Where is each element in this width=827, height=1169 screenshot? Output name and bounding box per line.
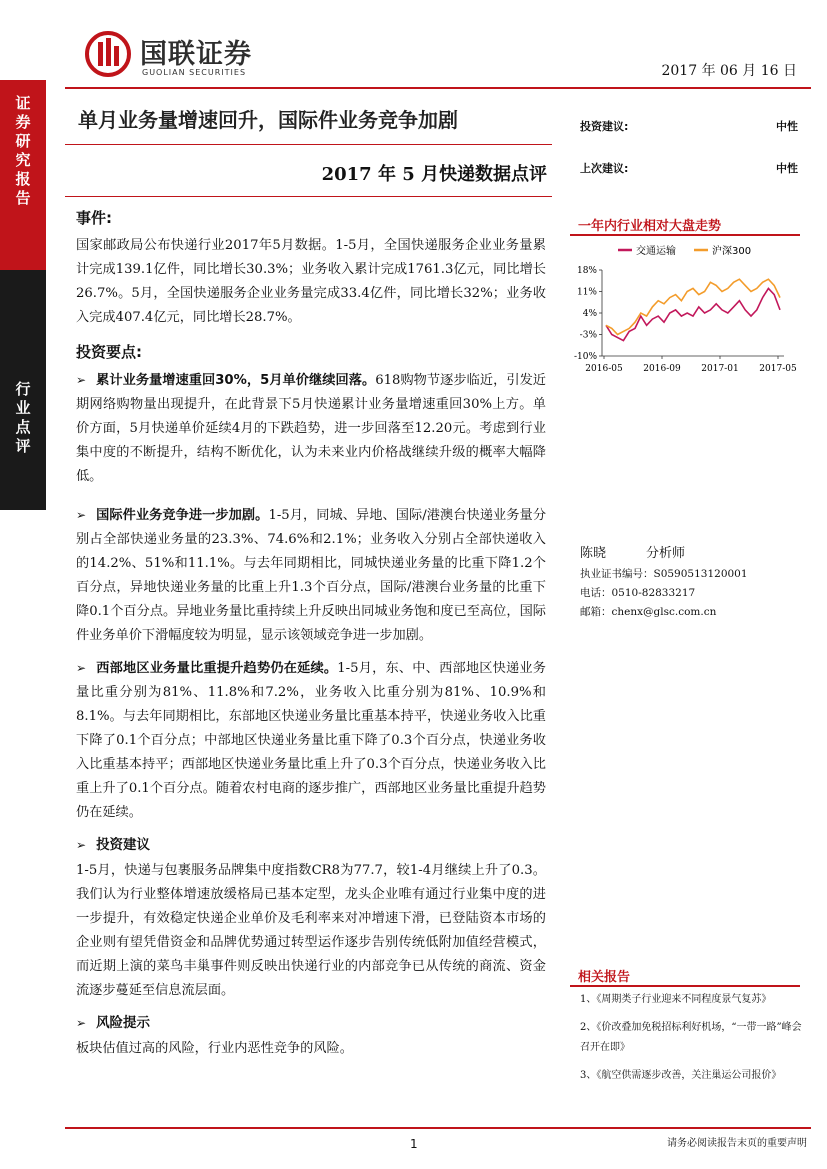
report-date: 2017 年 06 月 16 日 xyxy=(661,63,797,79)
strip-char: 评 xyxy=(15,437,31,455)
strip-char: 行 xyxy=(15,380,31,398)
arrow-bullet-icon: ➢ xyxy=(76,838,87,852)
page-number: 1 xyxy=(410,1137,418,1151)
chart-y-tick-label: 4% xyxy=(582,309,597,319)
rating-current-value: 中性 xyxy=(776,120,798,133)
report-main-title: 单月业务量增速回升，国际件业务竞争加剧 xyxy=(78,108,458,132)
risk-heading-text: 风险提示 xyxy=(96,1015,151,1031)
related-report-link[interactable]: 1、《周期类子行业迎来不同程度景气复苏》 xyxy=(580,994,772,1005)
company-logo xyxy=(84,30,304,82)
chart-title-divider xyxy=(570,234,800,236)
event-text: 国家邮政局公布快递行业2017年5月数据。1-5月，全国快递服务企业业务量累计完成139.1亿件，同比增长30.3%；业务收入累计完成1761.3亿元，同比增长26.7%。5月，全国快递服务企业业务量完成33.4亿件，同比增长32%；业务收入完成407.4亿元，同比增长28.7%。 xyxy=(76,238,546,325)
chart-series-line xyxy=(606,288,780,340)
related-report-link[interactable]: 3、《航空供需逐步改善，关注巢运公司报价》 xyxy=(580,1070,782,1081)
strip-char: 告 xyxy=(15,189,31,207)
guolian-logo-icon xyxy=(84,30,132,78)
advice-text: 1-5月，快递与包裹服务品牌集中度指数CR8为77.7，较1-4月继续上升了0.3。我们认为行业整体增速放缓格局已基本定型，龙头企业唯有通过行业集中度的进一步提升，有效稳定快递企业单价及毛利率来对冲增速下滑，已登陆资本市场的企业则有望凭借资金和品牌优势通过转型运作逐步告别传统低附加值经营模式，而近期上演的菜鸟丰巢事件则反映出快递行业的内部竞争已从传统的商流、资金流逐步蔓延至信息流层面。 xyxy=(76,863,546,998)
arrow-bullet-icon: ➢ xyxy=(76,661,87,675)
advice-heading xyxy=(76,833,546,857)
analyst-name: 陈晓 xyxy=(580,546,607,561)
related-report-link[interactable]: 2、《价改叠加免税招标利好机场，“一带一路”峰会召开在即》 xyxy=(580,1022,802,1053)
strip-char: 业 xyxy=(15,399,31,417)
point-text: 1-5月，东、中、西部地区快递业务量比重分别为81%、11.8%和7.2%，业务收入比重分别为81%、10.9%和8.1%。与去年同期相比，东部地区快递业务量比重基本持平，快递业务收入比重下降了0.1个百分点；中部地区快递业务量比重下降了0.3个百分点，快递业务收入比重基本持平；西部地区快递业务量比重上升了0.3个百分点，快递业务收入比重上升了0.1个百分点。随着农村电商的逐步推广，西部地区业务量比重提升趋势仍在延续。 xyxy=(76,661,546,820)
point-text: 1-5月，同城、异地、国际/港澳台快递业务量分别占全部快递业务量的23.3%、74.6%和2.1%；业务收入分别占全部快递收入的14.2%、51%和11.1%。与去年同期相比，同城快递业务量的比重下降1.2个百分点，异地快递业务量的比重上升1.3个百分点，国际/港澳台业务量的比重下降0.1个百分点。异地业务量比重持续上升反映出同城业务饱和度已至高位，国际件业务单价下滑幅度较为明显，显示该领域竞争进一步加剧。 xyxy=(76,508,547,643)
chart-title: 一年内行业相对大盘走势 xyxy=(578,219,722,234)
point-lead: 国际件业务竞争进一步加剧。 xyxy=(96,508,269,523)
logo-text-cn: 国联证券 xyxy=(140,39,252,70)
related-divider xyxy=(570,985,800,987)
relative-performance-chart xyxy=(566,238,806,388)
advice-heading-text: 投资建议 xyxy=(96,837,151,853)
strip-report-type xyxy=(0,80,46,270)
analyst-info xyxy=(580,544,800,622)
report-sub-title: 2017 年 5 月快递数据点评 xyxy=(321,164,547,185)
point-text: 618购物节逐步临近，引发近期网络购物量出现提升，在此背景下5月快递累计业务量增速重回30%上方。单价方面，5月快递单价延续4月的下跌趋势，进一步回落至12.20元。考虑到行业集中度的不断提升，结构不断优化，认为未来业内价格战继续升级的概率大幅降低。 xyxy=(76,373,546,484)
analyst-name-line xyxy=(580,544,800,563)
strip-char: 券 xyxy=(15,113,31,131)
chart-x-tick-label: 2016-05 xyxy=(585,364,623,374)
strip-report-category xyxy=(0,370,46,470)
analyst-cert: 执业证书编号：S0590513120001 xyxy=(580,568,748,580)
rating-previous xyxy=(580,160,800,176)
rating-current-label: 投资建议: xyxy=(580,120,629,133)
event-heading: 事件: xyxy=(76,209,112,227)
report-body xyxy=(76,206,546,1069)
chart-series-line xyxy=(606,279,780,334)
rating-previous-label: 上次建议: xyxy=(580,162,629,175)
arrow-bullet-icon: ➢ xyxy=(76,373,87,387)
chart-x-tick-label: 2017-05 xyxy=(759,364,797,374)
footer-disclaimer: 请务必阅读报告末页的重要声明 xyxy=(667,1138,807,1149)
point-lead: 累计业务量增速重回30%，5月单价继续回落。 xyxy=(96,373,376,388)
strip-char: 研 xyxy=(15,132,31,150)
point-item xyxy=(76,656,546,825)
chart-y-tick-label: 11% xyxy=(576,287,597,298)
analyst-email: 邮箱：chenx@glsc.com.cn xyxy=(580,606,717,618)
chart-x-tick-label: 2016-09 xyxy=(643,364,681,374)
point-item xyxy=(76,368,546,489)
chart-legend-label: 交通运输 xyxy=(636,246,676,257)
left-category-strip xyxy=(0,80,46,510)
related-reports xyxy=(580,990,802,1094)
risk-text: 板块估值过高的风险，行业内恶性竞争的风险。 xyxy=(76,1041,353,1056)
arrow-bullet-icon: ➢ xyxy=(76,1016,87,1030)
strip-char: 报 xyxy=(15,170,31,188)
analyst-role: 分析师 xyxy=(646,546,686,561)
rating-previous-value: 中性 xyxy=(776,162,798,175)
chart-y-tick-label: -3% xyxy=(579,330,597,341)
strip-char: 证 xyxy=(15,94,31,112)
arrow-bullet-icon: ➢ xyxy=(76,508,87,522)
title-divider xyxy=(65,144,552,145)
chart-svg xyxy=(566,238,806,388)
chart-legend-label: 沪深300 xyxy=(712,246,752,257)
point-item xyxy=(76,503,546,648)
header-divider xyxy=(65,87,811,89)
related-heading: 相关报告 xyxy=(578,970,631,985)
analyst-phone: 电话：0510-82833217 xyxy=(580,587,696,599)
point-lead: 西部地区业务量比重提升趋势仍在延续。 xyxy=(96,661,338,676)
logo-text-en: GUOLIAN SECURITIES xyxy=(142,68,247,77)
risk-heading xyxy=(76,1011,546,1035)
subtitle-divider xyxy=(65,196,552,197)
strip-char: 究 xyxy=(15,151,31,169)
rating-current xyxy=(580,118,800,134)
chart-x-tick-label: 2017-01 xyxy=(701,364,739,374)
points-heading: 投资要点: xyxy=(76,343,142,361)
strip-char: 点 xyxy=(15,418,31,436)
footer-divider xyxy=(65,1127,811,1129)
chart-y-tick-label: -10% xyxy=(573,352,597,362)
chart-y-tick-label: 18% xyxy=(576,266,597,276)
